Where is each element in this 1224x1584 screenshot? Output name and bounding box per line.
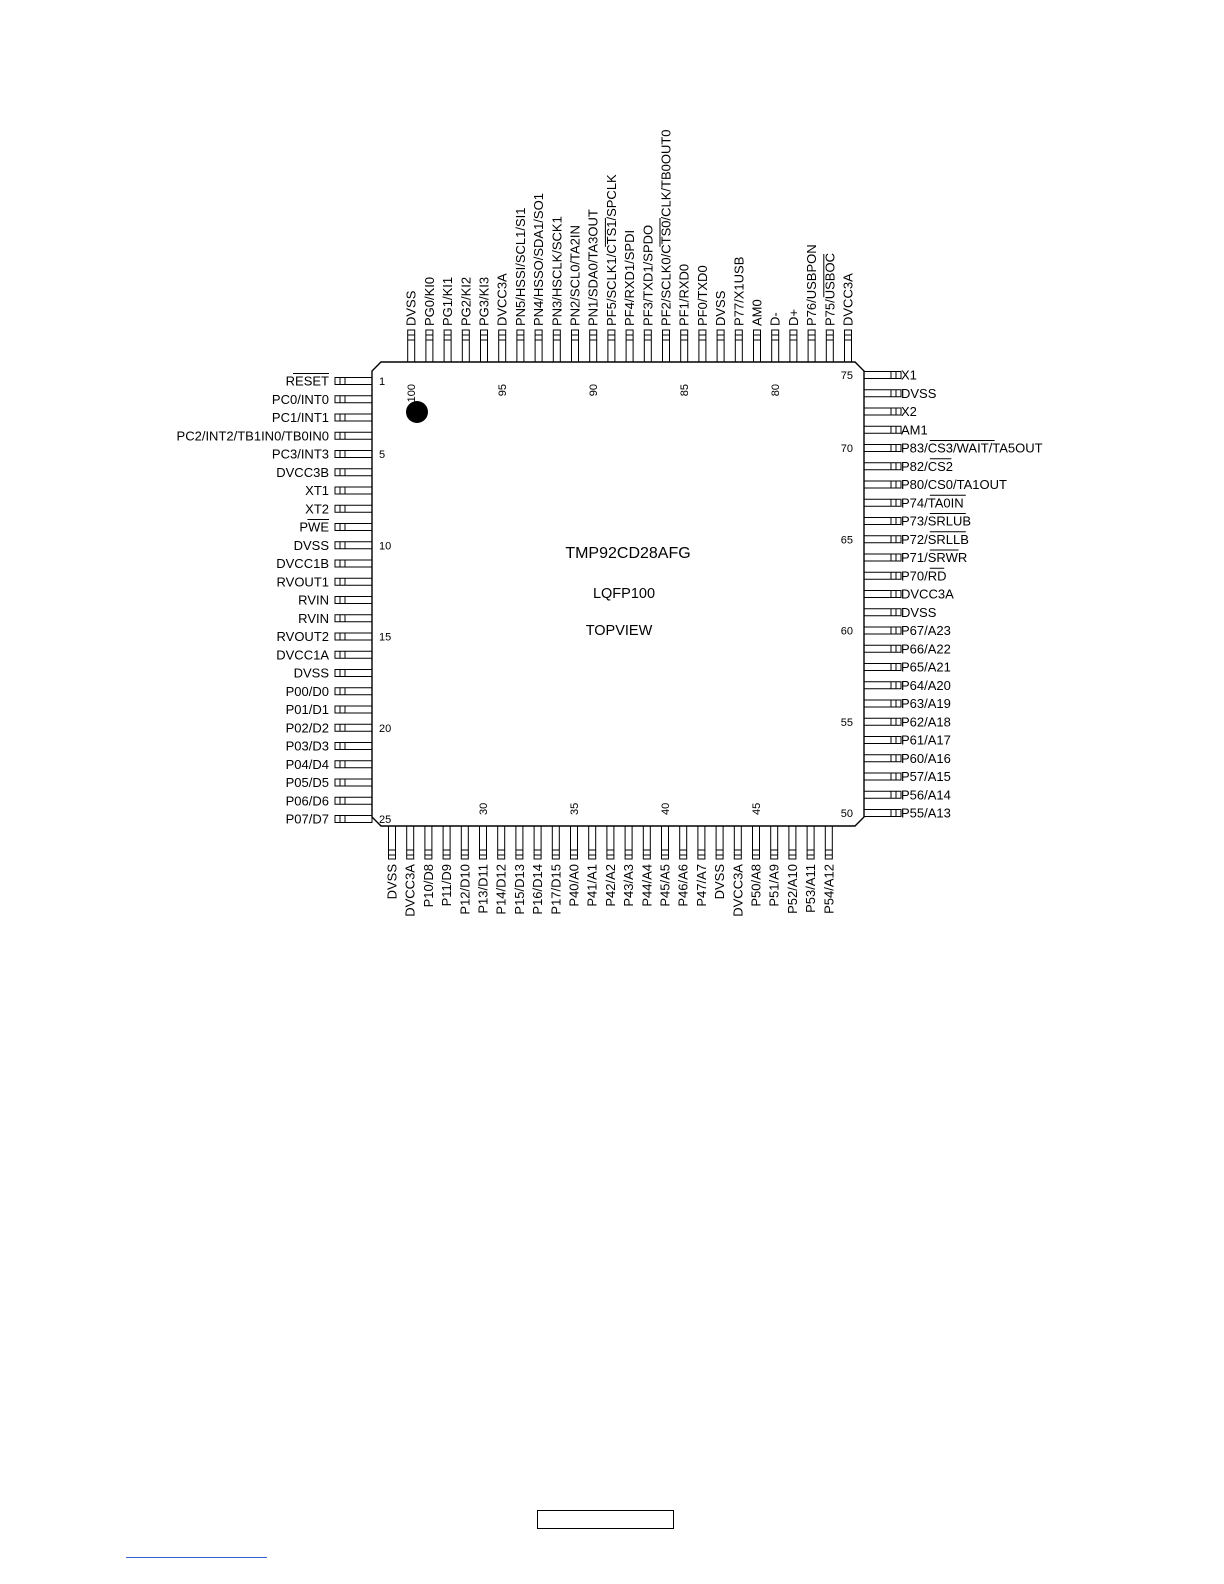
pin-bottom-17 bbox=[680, 826, 687, 859]
pin-label-p82-cs2: P82/CS2 bbox=[901, 458, 954, 474]
chip-view-label: TOPVIEW bbox=[585, 623, 653, 639]
pin-bottom-11 bbox=[571, 826, 578, 859]
pin-left-7 bbox=[335, 487, 372, 494]
pin-label-p46-a6: P46/A6 bbox=[675, 864, 691, 907]
pin-left-25 bbox=[335, 816, 372, 823]
pin-number-15: 15 bbox=[379, 631, 392, 644]
pin-label-p52-a10: P52/A10 bbox=[784, 864, 800, 914]
pin-right-15 bbox=[864, 554, 901, 561]
pin-label-p72-srllb: P72/SRLLB bbox=[901, 531, 969, 547]
pin-label-dvcc3a: DVCC3A bbox=[840, 273, 856, 326]
pin-number-65: 65 bbox=[840, 534, 853, 547]
pin-right-16 bbox=[864, 536, 901, 543]
pin-label-p64-a20: P64/A20 bbox=[901, 677, 951, 693]
pin-number-30: 30 bbox=[478, 802, 490, 815]
pin-top-1 bbox=[845, 330, 852, 362]
pin-bottom-7 bbox=[498, 826, 505, 859]
pin-label-p45-a5: P45/A5 bbox=[657, 864, 673, 907]
pin-right-4 bbox=[864, 755, 901, 762]
pin-bottom-24 bbox=[807, 826, 814, 859]
pin-number-55: 55 bbox=[840, 716, 853, 729]
pin-bottom-8 bbox=[516, 826, 523, 859]
pin-label-dvss: DVSS bbox=[403, 290, 419, 326]
pin-bottom-23 bbox=[789, 826, 796, 859]
pin-label-rvin: RVIN bbox=[298, 610, 329, 626]
pin-number-100: 100 bbox=[406, 384, 419, 403]
pin-number-90: 90 bbox=[588, 384, 601, 397]
pin1-marker-icon bbox=[406, 401, 428, 423]
pin-bottom-1 bbox=[389, 826, 396, 859]
pin-label-dvcc1b: DVCC1B bbox=[276, 556, 329, 571]
pin-label-dvss: DVSS bbox=[901, 385, 937, 401]
pin-left-12 bbox=[335, 578, 372, 585]
pin-label-dvcc3a: DVCC3A bbox=[402, 864, 418, 917]
pin-label-p10-d8: P10/D8 bbox=[420, 864, 436, 908]
pin-label-p67-a23: P67/A23 bbox=[901, 623, 951, 638]
pin-label-p57-a15: P57/A15 bbox=[901, 769, 951, 784]
pin-right-25 bbox=[864, 372, 901, 379]
pin-label-p44-a4: P44/A4 bbox=[639, 864, 655, 907]
pin-right-21 bbox=[864, 445, 901, 452]
pin-right-11 bbox=[864, 627, 901, 634]
pin-bottom-18 bbox=[698, 826, 705, 859]
pin-bottom-21 bbox=[753, 826, 760, 859]
pin-label-p51-a9: P51/A9 bbox=[766, 864, 782, 907]
pin-left-16 bbox=[335, 651, 372, 658]
pin-label-p06-d6: P06/D6 bbox=[285, 793, 329, 809]
pin-left-8 bbox=[335, 505, 372, 512]
pin-left-11 bbox=[335, 560, 372, 567]
pin-top-12 bbox=[644, 330, 651, 362]
pin-right-2 bbox=[864, 791, 901, 798]
pin-right-18 bbox=[864, 499, 901, 506]
pin-label-p13-d11: P13/D11 bbox=[475, 864, 491, 914]
pin-number-80: 80 bbox=[770, 384, 783, 397]
pin-right-14 bbox=[864, 572, 901, 579]
pin-label-dvcc3a: DVCC3A bbox=[494, 273, 510, 326]
pin-label-p70-rd: P70/RD bbox=[901, 568, 947, 584]
pin-label-x1: X1 bbox=[901, 367, 917, 383]
pin-label-pn5-hssi-scl1-si1: PN5/HSSI/SCL1/SI1 bbox=[512, 207, 528, 326]
pin-right-1 bbox=[864, 810, 901, 817]
pin-top-9 bbox=[699, 330, 706, 362]
pin-label-p60-a16: P60/A16 bbox=[901, 750, 951, 766]
pin-label-xt2: XT2 bbox=[305, 501, 329, 517]
chip-part-number: TMP92CD28AFG bbox=[565, 545, 691, 562]
pin-label-pg3-ki3: PG3/KI3 bbox=[476, 276, 492, 326]
pin-label-dvss: DVSS bbox=[901, 604, 937, 620]
pin-label-p74-ta0in: P74/TA0IN bbox=[901, 495, 964, 511]
pin-top-7 bbox=[735, 330, 742, 362]
pin-label-dvss: DVSS bbox=[293, 665, 329, 681]
pin-label-p76-usbpon: P76/USBPON bbox=[804, 244, 820, 326]
pin-left-10 bbox=[335, 542, 372, 549]
pin-label-pc1-int1: PC1/INT1 bbox=[271, 410, 329, 425]
pin-label-dvcc3a: DVCC3A bbox=[901, 586, 954, 602]
pin-number-70: 70 bbox=[840, 443, 853, 455]
pin-label-dvss: DVSS bbox=[713, 290, 729, 326]
pin-label-dvcc1a: DVCC1A bbox=[276, 647, 329, 663]
pin-bottom-14 bbox=[625, 826, 632, 859]
pin-right-20 bbox=[864, 463, 901, 470]
pin-label-pn4-hsso-sda1-so1: PN4/HSSO/SDA1/SO1 bbox=[531, 193, 547, 326]
pin-right-13 bbox=[864, 591, 901, 598]
footer-rule bbox=[126, 1557, 267, 1558]
pin-left-6 bbox=[335, 469, 372, 476]
pin-bottom-4 bbox=[443, 826, 450, 859]
pin-label-p01-d1: P01/D1 bbox=[285, 702, 329, 717]
pin-label-pn2-scl0-ta2in: PN2/SCL0/TA2IN bbox=[567, 225, 583, 326]
pin-label-p54-a12: P54/A12 bbox=[821, 864, 837, 914]
pin-number-50: 50 bbox=[840, 808, 853, 820]
pin-label-dvcc3a: DVCC3A bbox=[730, 864, 746, 917]
pin-right-19 bbox=[864, 481, 901, 488]
pin-label-p14-d12: P14/D12 bbox=[493, 864, 509, 915]
pin-label-p41-a1: P41/A1 bbox=[584, 864, 600, 907]
pin-label-d: D+ bbox=[785, 309, 801, 326]
pin-label-reset: RESET bbox=[285, 373, 329, 389]
pin-top-22 bbox=[462, 330, 469, 362]
pin-top-3 bbox=[808, 330, 815, 362]
pin-right-3 bbox=[864, 773, 901, 780]
pin-label-pn3-hsclk-sck1: PN3/HSCLK/SCK1 bbox=[549, 216, 565, 326]
pin-label-dvss: DVSS bbox=[712, 864, 728, 900]
pin-label-p16-d14: P16/D14 bbox=[530, 864, 546, 915]
pin-bottom-10 bbox=[552, 826, 559, 859]
pin-left-4 bbox=[335, 432, 372, 439]
pin-label-p50-a8: P50/A8 bbox=[748, 864, 764, 907]
pin-top-6 bbox=[754, 330, 761, 362]
pin-label-pf5-sclk1-cts1-spclk: PF5/SCLK1/CTS1/SPCLK bbox=[603, 174, 619, 326]
pin-right-7 bbox=[864, 700, 901, 707]
pin-number-40: 40 bbox=[660, 802, 672, 815]
pin-top-10 bbox=[681, 330, 688, 362]
pin-top-13 bbox=[626, 330, 633, 362]
pin-top-14 bbox=[608, 330, 615, 362]
pin-label-pn1-sda0-ta3out: PN1/SDA0/TA3OUT bbox=[585, 209, 601, 326]
pin-label-pwe: PWE bbox=[299, 519, 329, 535]
pin-bottom-25 bbox=[825, 826, 832, 859]
pin-label-p71-srwr: P71/SRWR bbox=[901, 550, 968, 565]
pin-label-xt1: XT1 bbox=[305, 483, 329, 498]
pin-label-p75-usboc: P75/USBOC bbox=[822, 253, 838, 326]
pin-number-95: 95 bbox=[497, 384, 510, 397]
pin-left-24 bbox=[335, 797, 372, 804]
pin-label-pc3-int3: PC3/INT3 bbox=[271, 446, 329, 462]
pin-number-25: 25 bbox=[379, 814, 392, 826]
pin-label-p04-d4: P04/D4 bbox=[285, 756, 329, 772]
pin-label-am0: AM0 bbox=[749, 299, 765, 326]
pin-label-p80-cs0-ta1out: P80/CS0/TA1OUT bbox=[901, 477, 1007, 492]
pin-top-20 bbox=[499, 330, 506, 362]
pin-label-pc0-int0: PC0/INT0 bbox=[271, 391, 329, 407]
pin-label-p12-d10: P12/D10 bbox=[457, 864, 473, 915]
pin-label-p00-d0: P00/D0 bbox=[285, 683, 329, 699]
pin-top-11 bbox=[663, 330, 670, 362]
pin-top-24 bbox=[426, 330, 433, 362]
pin-label-p56-a14: P56/A14 bbox=[901, 787, 951, 803]
pin-right-9 bbox=[864, 664, 901, 671]
pin-label-p05-d5: P05/D5 bbox=[285, 775, 329, 790]
pin-left-18 bbox=[335, 688, 372, 695]
pin-bottom-20 bbox=[734, 826, 741, 859]
pin-top-2 bbox=[826, 330, 833, 362]
pin-label-pg0-ki0: PG0/KI0 bbox=[421, 276, 437, 326]
pin-top-21 bbox=[481, 330, 488, 362]
pin-label-x2: X2 bbox=[901, 404, 917, 419]
pin-left-14 bbox=[335, 615, 372, 622]
pin-left-21 bbox=[335, 743, 372, 750]
pin-left-22 bbox=[335, 761, 372, 768]
pin-bottom-12 bbox=[589, 826, 596, 859]
pin-right-12 bbox=[864, 609, 901, 616]
pin-number-75: 75 bbox=[840, 370, 853, 382]
pin-label-am1: AM1 bbox=[901, 422, 928, 438]
pin-label-rvin: RVIN bbox=[298, 592, 329, 608]
pin-label-p77-x1usb: P77/X1USB bbox=[731, 256, 747, 326]
pin-label-p07-d7: P07/D7 bbox=[285, 811, 329, 827]
pin-label-p47-a7: P47/A7 bbox=[693, 864, 709, 907]
pin-label-pf3-txd1-spdo: PF3/TXD1/SPDO bbox=[640, 224, 656, 326]
pin-top-4 bbox=[790, 330, 797, 362]
pin-label-p43-a3: P43/A3 bbox=[621, 864, 637, 907]
pin-left-13 bbox=[335, 597, 372, 604]
pin-number-1: 1 bbox=[379, 376, 386, 388]
pin-label-pf4-rxd1-spdi: PF4/RXD1/SPDI bbox=[622, 229, 638, 326]
pin-label-p66-a22: P66/A22 bbox=[901, 641, 951, 657]
pin-number-60: 60 bbox=[840, 625, 853, 638]
pin-bottom-22 bbox=[771, 826, 778, 859]
pin-bottom-2 bbox=[407, 826, 414, 859]
pin-label-pf2-sclk0-cts0-clk-tb0out0: PF2/SCLK0/CTS0/CLK/TB0OUT0 bbox=[658, 129, 674, 326]
pin-top-5 bbox=[772, 330, 779, 362]
pin-label-rvout2: RVOUT2 bbox=[276, 629, 329, 644]
pin-number-45: 45 bbox=[751, 802, 763, 815]
pin-right-22 bbox=[864, 426, 901, 433]
chip-package: LQFP100 bbox=[592, 586, 656, 602]
pin-top-19 bbox=[517, 330, 524, 362]
pin-bottom-15 bbox=[643, 826, 650, 859]
pin-right-8 bbox=[864, 682, 901, 689]
pin-number-5: 5 bbox=[379, 449, 386, 461]
pin-label-d: D- bbox=[767, 312, 783, 326]
pin-bottom-16 bbox=[662, 826, 669, 859]
pin-number-10: 10 bbox=[379, 540, 392, 553]
pin-label-pg1-ki1: PG1/KI1 bbox=[440, 276, 456, 326]
pin-label-p17-d15: P17/D15 bbox=[548, 864, 564, 915]
pin-right-10 bbox=[864, 645, 901, 652]
pin-label-p40-a0: P40/A0 bbox=[566, 864, 582, 907]
pin-label-p65-a21: P65/A21 bbox=[901, 659, 951, 675]
pin-label-p55-a13: P55/A13 bbox=[901, 805, 951, 821]
pin-top-8 bbox=[717, 330, 724, 362]
pin-label-pf1-rxd0: PF1/RXD0 bbox=[676, 263, 692, 326]
pin-label-p42-a2: P42/A2 bbox=[602, 864, 618, 907]
pin-left-1 bbox=[335, 378, 372, 385]
pin-label-dvcc3b: DVCC3B bbox=[276, 464, 329, 480]
pin-label-rvout1: RVOUT1 bbox=[276, 574, 329, 590]
pin-right-17 bbox=[864, 518, 901, 525]
pin-label-p03-d3: P03/D3 bbox=[285, 738, 329, 754]
pin-label-pc2-int2-tb1in0-tb0in0: PC2/INT2/TB1IN0/TB0IN0 bbox=[176, 428, 329, 444]
pin-label-pg2-ki2: PG2/KI2 bbox=[458, 276, 474, 326]
pin-bottom-5 bbox=[461, 826, 468, 859]
pin-left-20 bbox=[335, 724, 372, 731]
page-footer-box bbox=[537, 1510, 674, 1529]
pin-left-5 bbox=[335, 451, 372, 458]
pin-top-23 bbox=[444, 330, 451, 362]
pin-label-p62-a18: P62/A18 bbox=[901, 714, 951, 730]
pin-label-p53-a11: P53/A11 bbox=[803, 864, 819, 913]
pin-label-dvss: DVSS bbox=[384, 864, 400, 900]
pin-right-23 bbox=[864, 408, 901, 415]
pin-left-23 bbox=[335, 779, 372, 786]
pin-bottom-6 bbox=[480, 826, 487, 859]
pin-right-6 bbox=[864, 718, 901, 725]
pin-top-17 bbox=[553, 330, 560, 362]
pin-number-35: 35 bbox=[569, 802, 581, 815]
pin-right-5 bbox=[864, 737, 901, 744]
pin-top-15 bbox=[590, 330, 597, 362]
pin-label-p83-cs3-wait-ta5out: P83/CS3/WAIT/TA5OUT bbox=[901, 440, 1043, 456]
pin-label-p73-srlub: P73/SRLUB bbox=[901, 513, 972, 529]
pin-left-3 bbox=[335, 414, 372, 421]
pin-label-p63-a19: P63/A19 bbox=[901, 696, 951, 711]
pin-bottom-9 bbox=[534, 826, 541, 859]
pin-label-p61-a17: P61/A17 bbox=[901, 732, 951, 748]
pin-top-16 bbox=[572, 330, 579, 362]
pin-label-p11-d9: P11/D9 bbox=[439, 864, 455, 907]
pin-left-17 bbox=[335, 670, 372, 677]
pin-top-18 bbox=[535, 330, 542, 362]
pin-number-85: 85 bbox=[679, 384, 692, 397]
pin-right-24 bbox=[864, 390, 901, 397]
pin-left-19 bbox=[335, 706, 372, 713]
pin-label-p02-d2: P02/D2 bbox=[285, 720, 329, 736]
pin-label-p15-d13: P15/D13 bbox=[511, 864, 527, 915]
pin-left-15 bbox=[335, 633, 372, 640]
pin-number-20: 20 bbox=[379, 722, 392, 735]
pin-bottom-13 bbox=[607, 826, 614, 859]
pin-bottom-3 bbox=[425, 826, 432, 859]
pin-left-9 bbox=[335, 524, 372, 531]
pin-label-pf0-txd0: PF0/TXD0 bbox=[694, 265, 710, 326]
pin-label-dvss: DVSS bbox=[293, 537, 329, 553]
pin-bottom-19 bbox=[716, 826, 723, 859]
pin-top-25 bbox=[408, 330, 415, 362]
pin-left-2 bbox=[335, 396, 372, 403]
